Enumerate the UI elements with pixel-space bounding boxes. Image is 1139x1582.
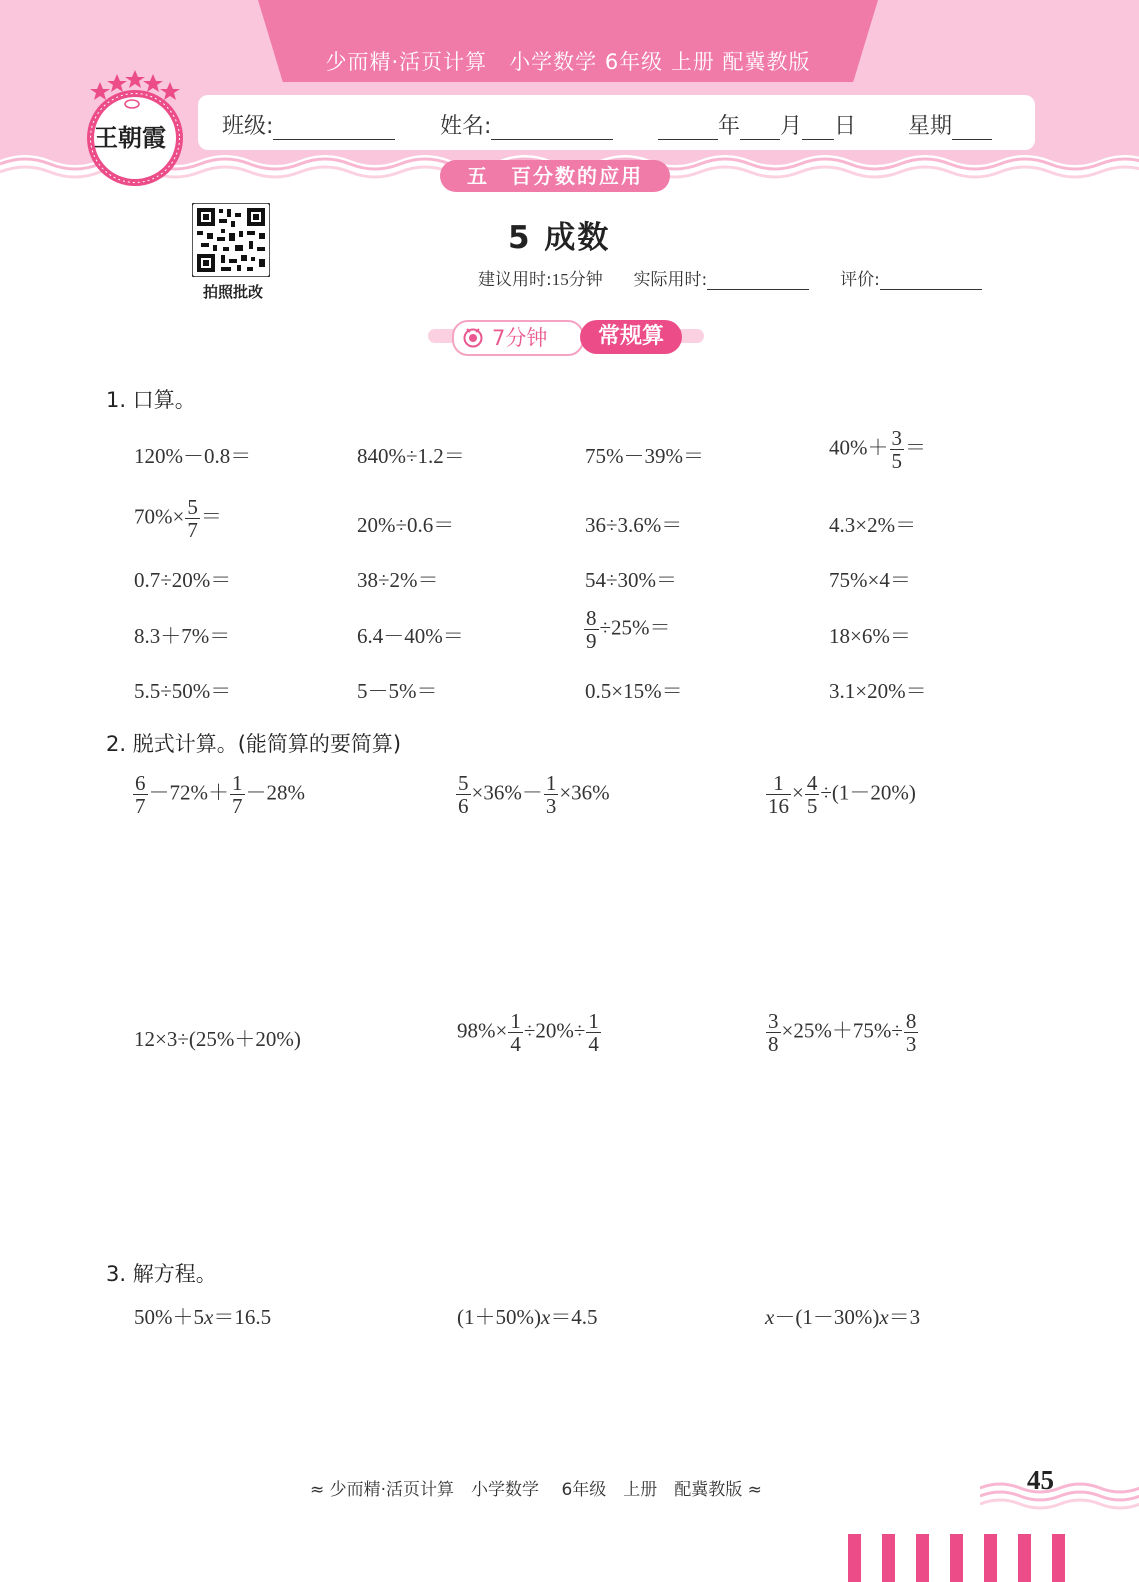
rating-label: 评价: [840, 270, 880, 290]
stepwise-1: $\frac{6}{7}$ －72%＋ $\frac{1}{7}$ －28% [135, 771, 305, 818]
equation-2: (1＋50%)x＝4.5 [457, 1305, 598, 1329]
fraction: $\frac{5}{7}$ [187, 495, 198, 542]
oral-1-3: 75%－39%＝ [585, 444, 704, 468]
oral-3-2: 38÷2%＝ [357, 568, 439, 592]
fraction: $\frac{1}{3}$ [545, 771, 557, 818]
section-2-heading: 2. 脱式计算。(能简算的要简算) [106, 732, 402, 756]
page-number: 45 [1027, 1465, 1054, 1495]
class-field[interactable] [222, 109, 395, 140]
class-label: 班级: [222, 114, 274, 139]
section-3-heading: 3. 解方程。 [106, 1262, 217, 1286]
footer-stripe [848, 1534, 861, 1582]
day-label: 日 [834, 114, 857, 139]
oral-5-3: 0.5×15%＝ [585, 679, 683, 703]
oral-4-4: 18×6%＝ [829, 624, 911, 648]
date-field[interactable] [658, 109, 856, 140]
fraction: $\frac{8}{3}$ [905, 1009, 917, 1056]
oral-2-3: 36÷3.6%＝ [585, 513, 683, 537]
fraction: $\frac{1}{7}$ [232, 771, 243, 818]
student-info-box [198, 95, 1035, 150]
oral-1-1: 120%－0.8＝ [134, 444, 252, 468]
footer-stripe [882, 1534, 895, 1582]
fraction: $\frac{1}{16}$ [768, 771, 789, 818]
weekday-label: 星期 [908, 114, 953, 139]
fraction: $\frac{1}{4}$ [510, 1009, 521, 1056]
stepwise-3: $\frac{1}{16}$ × $\frac{4}{5}$ ÷(1－20%) [768, 771, 916, 818]
banner-minutes: 7分钟 [492, 326, 548, 350]
oral-3-1: 0.7÷20%＝ [134, 568, 232, 592]
actual-time-label: 实际用时: [633, 270, 708, 290]
footer-text: ≈ 少而精·活页计算 小学数学 6年级 上册 配冀教版 ≈ [310, 1480, 762, 1500]
oral-2-4: 4.3×2%＝ [829, 513, 917, 537]
footer-stripe [984, 1534, 997, 1582]
oral-3-3: 54÷30%＝ [585, 568, 678, 592]
stepwise-2: $\frac{5}{6}$ ×36%－ $\frac{1}{3}$ ×36% [458, 771, 610, 818]
oral-5-4: 3.1×20%＝ [829, 679, 927, 703]
lesson-title: 5 成数 [508, 220, 611, 256]
banner-type: 常规算 [580, 320, 682, 354]
suggested-time-unit: 分钟 [568, 270, 603, 290]
fraction: $\frac{3}{8}$ [768, 1009, 779, 1056]
oral-2-2: 20%÷0.6＝ [357, 513, 455, 537]
oral-1-4: 40%＋ $\frac{3}{5}$ ＝ [829, 426, 926, 473]
suggested-time-value: 15 [551, 270, 569, 289]
weekday-field[interactable] [908, 109, 992, 140]
unit-tab: 五 百分数的应用 [440, 160, 670, 192]
clock-icon [462, 326, 484, 348]
footer-stripe [1018, 1534, 1031, 1582]
oral-4-2: 6.4－40%＝ [357, 624, 464, 648]
timing-line [478, 265, 982, 290]
equation-3: x－(1－30%)x＝3 [765, 1305, 921, 1329]
footer-wave-decoration [980, 1478, 1139, 1518]
oral-1-2: 840%÷1.2＝ [357, 444, 465, 468]
footer-stripe [916, 1534, 929, 1582]
oral-3-4: 75%×4＝ [829, 568, 911, 592]
section-1-heading: 1. 口算。 [106, 388, 196, 412]
name-label: 姓名: [440, 114, 492, 139]
stepwise-5: 98%× $\frac{1}{4}$ ÷20%÷ $\frac{1}{4}$ [457, 1009, 599, 1056]
oral-5-1: 5.5÷50%＝ [134, 679, 232, 703]
oral-5-2: 5－5%＝ [357, 679, 438, 703]
actual-time-field[interactable] [707, 271, 809, 290]
series-title: 少而精·活页计算 小学数学 6年级 上册 配冀教版 [325, 50, 811, 74]
fraction: $\frac{1}{4}$ [588, 1009, 599, 1056]
name-field[interactable] [440, 109, 613, 140]
oral-2-1: 70%× $\frac{5}{7}$ ＝ [134, 495, 222, 542]
month-label: 月 [780, 114, 803, 139]
logo-text: 王朝霞 [94, 126, 166, 152]
footer-stripe [1052, 1534, 1065, 1582]
fraction: $\frac{6}{7}$ [135, 771, 146, 818]
fraction: $\frac{4}{5}$ [806, 771, 818, 818]
stepwise-6: $\frac{3}{8}$ ×25%＋75%÷ $\frac{8}{3}$ [768, 1009, 917, 1056]
stepwise-4: 12×3÷(25%＋20%) [134, 1027, 301, 1051]
footer-stripe [950, 1534, 963, 1582]
oral-4-1: 8.3＋7%＝ [134, 624, 231, 648]
year-label: 年 [718, 114, 741, 139]
rating-field[interactable] [880, 271, 982, 290]
fraction: $\frac{3}{5}$ [891, 426, 902, 473]
qr-code[interactable] [192, 203, 270, 277]
fraction: $\frac{8}{9}$ [586, 606, 597, 653]
qr-caption: 拍照批改 [202, 283, 263, 301]
oral-4-3: $\frac{8}{9}$ ÷25%＝ [586, 606, 671, 653]
fraction: $\frac{5}{6}$ [458, 771, 469, 818]
suggested-time-label: 建议用时: [478, 270, 552, 290]
equation-1: 50%＋5x＝16.5 [134, 1305, 272, 1329]
